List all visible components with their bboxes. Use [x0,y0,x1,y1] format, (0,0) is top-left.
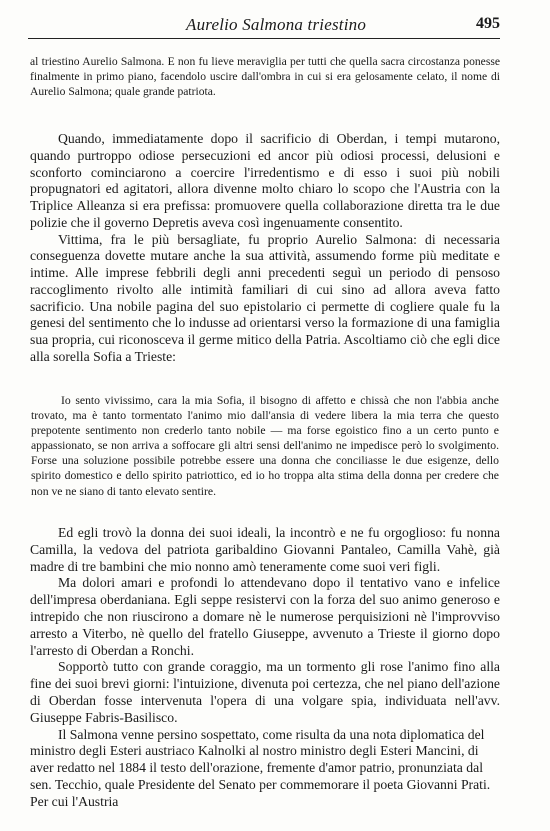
footnote-continuation [30,54,500,100]
paragraph: Quando, immediatamente dopo il sacrificio di Oberdan, i tempi mutarono, quando purtroppo odiose persecuzioni ed ancor più odiosi processi, delusioni e sconforto cominciarono a coercire l'irredentismo e di esso i suoi più nobili propugnatori ed agitatori, allora divenne molto chiaro lo scopo che l'Austria con la Triplice Alleanza si era prefissa: promuovere quella collaborazione diretta tra le due polizie che il governo Depretis aveva così ingenuamente consentito. [30,131,500,230]
running-title: Aurelio Salmona triestino [186,15,367,34]
letter-quote [31,393,499,499]
paragraph: Ma dolori amari e profondi lo attendevano dopo il tentativo vano e infelice dell'impresa oberdaniana. Egli seppe resistervi con la forza del suo animo generoso e intrepido che non riuscirono a domare nè le numerose perquisizioni nè l'improvviso arresto a Viterbo, nè quello del fratello Giuseppe, avvenuto a Trieste il giorno dopo l'arresto di Oberdan a Ronchi. [30,575,500,658]
quote-text: Io sento vivissimo, cara la mia Sofia, il bisogno di affetto e chissà che non l'abbia anche trovato, ma è tanto tormentato l'animo mio dall'ansia di vedere libera la mia terra che questo prepotente sentimento non crederlo tanto nobile — ma forse egoistico fino a un certo punto e appassionato, se non arriva a soffocare gli altri sensi dell'animo ne impedisce però lo svolgimento. Forse una soluzione possibile potrebbe essere una donna che conciliasse le due esigenze, dello spirito domestico e dello spirito patriottico, ed io ho troppa alta stima della donna per credere che non ve ne siano di tanto elevato sentire. [31,394,499,498]
running-header [28,14,500,39]
body-text-after-quote [30,525,500,811]
paragraph: Vittima, fra le più bersagliate, fu proprio Aurelio Salmona: di necessaria conseguenza dovette mutare anche la sua attività, assumendo forme più meditate e intime. Alle imprese febbrili degli anni precedenti seguì un periodo di pensoso raccoglimento rivolto alle intimità familiari di cui sino ad allora aveva fatto sacrificio. Una nobile pagina del suo epistolario ci permette di cogliere quale fu la genesi del sentimento che lo indusse ad orientarsi verso la formazione di una famiglia sua propria, cui riconosceva il germe mitico della Patria. Ascoltiamo ciò che egli dice alla sorella Sofia a Trieste: [30,231,500,364]
paragraph: Sopportò tutto con grande coraggio, ma un tormento gli rose l'animo fino alla fine dei suoi brevi giorni: l'intuizione, divenuta poi certezza, che nel piano dell'azione di Oberdan fosse intervenuta l'opera di una volgare spia, individuata nell'avv. Giuseppe Fabris-Basilisco. [30,659,500,725]
paragraph: Il Salmona venne persino sospettato, come risulta da una nota diplomatica del ministro degli Esteri austriaco Kalnolki al nostro ministro degli Esteri Mancini, di aver redatto nel 1884 il testo dell'orazione, fremente d'amor patrio, pronunziata dal sen. Tecchio, quale Presidente del Senato per commemorare il poeta Giovanni Prati. Per cui l'Austria [30,726,491,809]
footnote-text: al triestino Aurelio Salmona. E non fu lieve meraviglia per tutti che quella sacra circostanza ponesse finalmente in primo piano, facendolo uscire dall'ombra in cui si era gelosamente celato, il nome di Aurelio Salmona; quale grande patriota. [30,55,500,99]
page-number: 495 [476,15,500,32]
body-text-before-quote [30,131,500,366]
paragraph: Ed egli trovò la donna dei suoi ideali, la incontrò e ne fu orgoglioso: fu nonna Camilla, la vedova del patriota garibaldino Giovanni Pantaleo, Camilla Vahè, già madre di tre bambini che mio nonno amò teneramente come suoi veri figli. [30,525,500,574]
